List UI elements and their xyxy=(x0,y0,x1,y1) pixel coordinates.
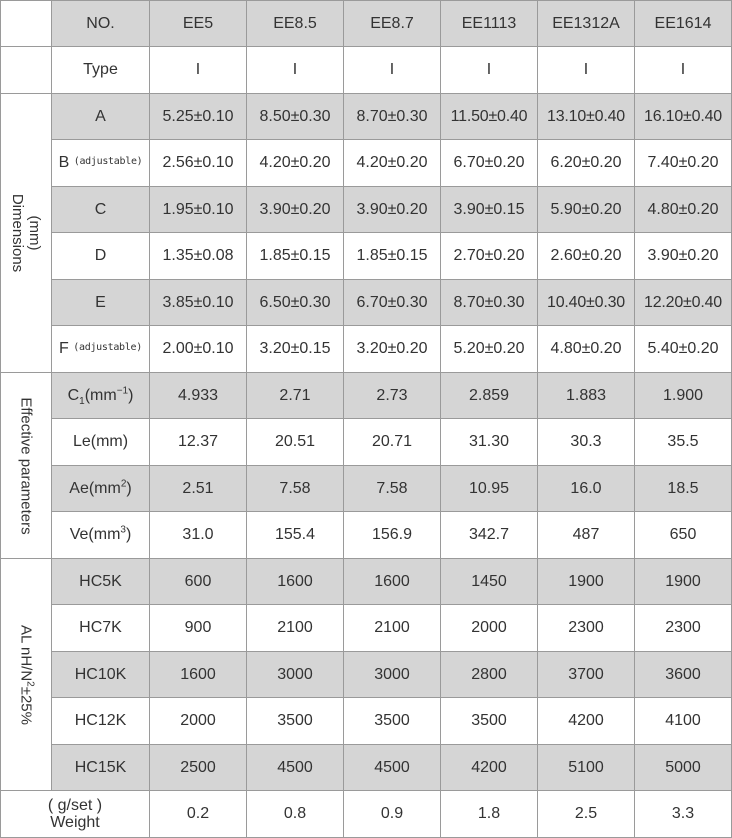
effective-value: 35.5 xyxy=(635,419,732,466)
al-value: 1450 xyxy=(441,559,538,605)
dimension-value: 3.90±0.20 xyxy=(635,233,732,280)
dimension-value: 3.90±0.15 xyxy=(441,187,538,233)
weight-value: 0.2 xyxy=(150,791,247,838)
dimension-value: 1.95±0.10 xyxy=(150,187,247,233)
model-header: EE8.7 xyxy=(344,1,441,47)
al-value: 2800 xyxy=(441,652,538,698)
effective-value: 156.9 xyxy=(344,512,441,559)
al-value: 2000 xyxy=(150,698,247,745)
dimension-value: 5.90±0.20 xyxy=(538,187,635,233)
dimension-value: 1.85±0.15 xyxy=(344,233,441,280)
al-value: 3000 xyxy=(247,652,344,698)
dimension-row-b xyxy=(1,140,732,187)
dimension-value: 4.80±0.20 xyxy=(538,326,635,373)
dimension-value: 4.20±0.20 xyxy=(344,140,441,187)
al-value: 3500 xyxy=(441,698,538,745)
dimension-value: 3.85±0.10 xyxy=(150,280,247,326)
effective-value: 2.71 xyxy=(247,373,344,419)
no-label: NO. xyxy=(52,1,150,47)
dimension-letter: F xyxy=(59,340,69,357)
effective-value: 2.859 xyxy=(441,373,538,419)
al-row-hc5k xyxy=(1,559,732,605)
effective-row-c1 xyxy=(1,373,732,419)
al-value: 3000 xyxy=(344,652,441,698)
al-value: 4500 xyxy=(344,745,441,791)
dimensions-unit: (mm) xyxy=(26,215,43,251)
weight-value: 0.9 xyxy=(344,791,441,838)
al-row-hc10k xyxy=(1,652,732,698)
type-value: I xyxy=(441,47,538,94)
dimension-value: 3.20±0.15 xyxy=(247,326,344,373)
material-label: HC5K xyxy=(52,559,150,605)
dimension-row-c xyxy=(1,187,732,233)
model-header: EE1113 xyxy=(441,1,538,47)
dimension-value: 5.40±0.20 xyxy=(635,326,732,373)
effective-value: 650 xyxy=(635,512,732,559)
adjustable-note: (adjustable) xyxy=(73,342,142,353)
effective-value: 20.71 xyxy=(344,419,441,466)
dimension-value: 6.70±0.30 xyxy=(344,280,441,326)
effective-label: $C_1(mm^{-1})$ xyxy=(52,373,150,419)
dimension-value: 5.20±0.20 xyxy=(441,326,538,373)
effective-value: 4.933 xyxy=(150,373,247,419)
al-value: 5100 xyxy=(538,745,635,791)
model-header: EE5 xyxy=(150,1,247,47)
weight-row xyxy=(1,791,732,838)
al-row-hc7k xyxy=(1,605,732,652)
dimension-label: E xyxy=(52,280,150,326)
weight-label xyxy=(1,791,150,838)
dimension-letter: B xyxy=(58,154,70,171)
al-value: 2300 xyxy=(635,605,732,652)
dimension-row-a xyxy=(1,94,732,140)
corner-cell xyxy=(1,1,52,47)
dimension-value: 4.20±0.20 xyxy=(247,140,344,187)
al-value: 3500 xyxy=(344,698,441,745)
dimension-row-e xyxy=(1,280,732,326)
effective-value: 31.30 xyxy=(441,419,538,466)
type-value: I xyxy=(344,47,441,94)
type-value: I xyxy=(150,47,247,94)
dimension-value: 6.70±0.20 xyxy=(441,140,538,187)
effective-value: 487 xyxy=(538,512,635,559)
dimension-value: 2.70±0.20 xyxy=(441,233,538,280)
type-value: I xyxy=(538,47,635,94)
al-value: 1600 xyxy=(150,652,247,698)
material-label: HC10K xyxy=(52,652,150,698)
dimension-label xyxy=(52,140,150,187)
effective-value: 155.4 xyxy=(247,512,344,559)
al-value: 4100 xyxy=(635,698,732,745)
weight-unit: ( g/set ) xyxy=(47,797,103,814)
dimension-value: 1.85±0.15 xyxy=(247,233,344,280)
effective-value: 1.900 xyxy=(635,373,732,419)
material-label: HC7K xyxy=(52,605,150,652)
dimensions-group-label xyxy=(1,94,52,373)
effective-row-ve xyxy=(1,512,732,559)
dimension-value: 3.20±0.20 xyxy=(344,326,441,373)
type-row xyxy=(1,47,732,94)
blank-group-cell xyxy=(1,47,52,94)
dimension-value: 3.90±0.20 xyxy=(344,187,441,233)
dimension-value: 8.70±0.30 xyxy=(344,94,441,140)
type-value: I xyxy=(635,47,732,94)
dimension-value: 12.20±0.40 xyxy=(635,280,732,326)
model-header: EE8.5 xyxy=(247,1,344,47)
effective-group-label xyxy=(1,373,52,559)
al-value: 1900 xyxy=(538,559,635,605)
al-value: 4200 xyxy=(441,745,538,791)
al-value: 5000 xyxy=(635,745,732,791)
al-row-hc12k xyxy=(1,698,732,745)
dimension-value: 7.40±0.20 xyxy=(635,140,732,187)
type-value: I xyxy=(247,47,344,94)
effective-value: 7.58 xyxy=(344,466,441,512)
effective-row-le xyxy=(1,419,732,466)
al-row-hc15k xyxy=(1,745,732,791)
effective-title: Effective parameters xyxy=(17,396,35,535)
effective-value: 342.7 xyxy=(441,512,538,559)
dimension-value: 6.20±0.20 xyxy=(538,140,635,187)
dimension-label: D xyxy=(52,233,150,280)
weight-value: 2.5 xyxy=(538,791,635,838)
dimension-value: 8.50±0.30 xyxy=(247,94,344,140)
effective-value: 16.0 xyxy=(538,466,635,512)
dimension-value: 1.35±0.08 xyxy=(150,233,247,280)
al-value: 4500 xyxy=(247,745,344,791)
dimension-value: 11.50±0.40 xyxy=(441,94,538,140)
al-value: 1900 xyxy=(635,559,732,605)
effective-value: 31.0 xyxy=(150,512,247,559)
al-value: 1600 xyxy=(344,559,441,605)
effective-value: 30.3 xyxy=(538,419,635,466)
dimension-row-f xyxy=(1,326,732,373)
weight-value: 3.3 xyxy=(635,791,732,838)
weight-title: Weight xyxy=(50,814,100,831)
dimension-value: 6.50±0.30 xyxy=(247,280,344,326)
dimension-label xyxy=(52,326,150,373)
model-header: EE1312A xyxy=(538,1,635,47)
weight-value: 0.8 xyxy=(247,791,344,838)
al-value: 3500 xyxy=(247,698,344,745)
dimension-row-d xyxy=(1,233,732,280)
dimension-value: 5.25±0.10 xyxy=(150,94,247,140)
effective-value: 2.51 xyxy=(150,466,247,512)
effective-label: $Ae(mm^2)$ xyxy=(52,466,150,512)
dimension-value: 4.80±0.20 xyxy=(635,187,732,233)
dimension-label: C xyxy=(52,187,150,233)
dimension-value: 2.60±0.20 xyxy=(538,233,635,280)
dimension-value: 3.90±0.20 xyxy=(247,187,344,233)
dimensions-title: Dimensions xyxy=(9,193,26,273)
al-value: 2100 xyxy=(344,605,441,652)
dimension-value: 10.40±0.30 xyxy=(538,280,635,326)
effective-label: $Ve(mm^3)$ xyxy=(52,512,150,559)
al-value: 2500 xyxy=(150,745,247,791)
material-label: HC12K xyxy=(52,698,150,745)
effective-value: 10.95 xyxy=(441,466,538,512)
effective-value: 7.58 xyxy=(247,466,344,512)
al-value: 1600 xyxy=(247,559,344,605)
material-label: HC15K xyxy=(52,745,150,791)
effective-value: 18.5 xyxy=(635,466,732,512)
type-label: Type xyxy=(52,47,150,94)
al-value: 2300 xyxy=(538,605,635,652)
al-value: 2100 xyxy=(247,605,344,652)
dimension-value: 2.00±0.10 xyxy=(150,326,247,373)
weight-value: 1.8 xyxy=(441,791,538,838)
effective-value: 2.73 xyxy=(344,373,441,419)
effective-value: 20.51 xyxy=(247,419,344,466)
al-value: 4200 xyxy=(538,698,635,745)
al-value: 2000 xyxy=(441,605,538,652)
header-row xyxy=(1,1,732,47)
dimension-value: 16.10±0.40 xyxy=(635,94,732,140)
effective-row-ae xyxy=(1,466,732,512)
al-value: 3600 xyxy=(635,652,732,698)
al-value: 3700 xyxy=(538,652,635,698)
adjustable-note: (adjustable) xyxy=(73,156,143,167)
al-value: 600 xyxy=(150,559,247,605)
dimension-value: 2.56±0.10 xyxy=(150,140,247,187)
effective-value: 12.37 xyxy=(150,419,247,466)
al-value: 900 xyxy=(150,605,247,652)
effective-value: 1.883 xyxy=(538,373,635,419)
al-group-label xyxy=(1,559,52,791)
model-header: EE1614 xyxy=(635,1,732,47)
dimension-value: 13.10±0.40 xyxy=(538,94,635,140)
al-title: AL $nH/N^2\pm 25\%$ xyxy=(17,624,36,725)
dimension-label: A xyxy=(52,94,150,140)
effective-label: Le(mm) xyxy=(52,419,150,466)
dimension-value: 8.70±0.30 xyxy=(441,280,538,326)
